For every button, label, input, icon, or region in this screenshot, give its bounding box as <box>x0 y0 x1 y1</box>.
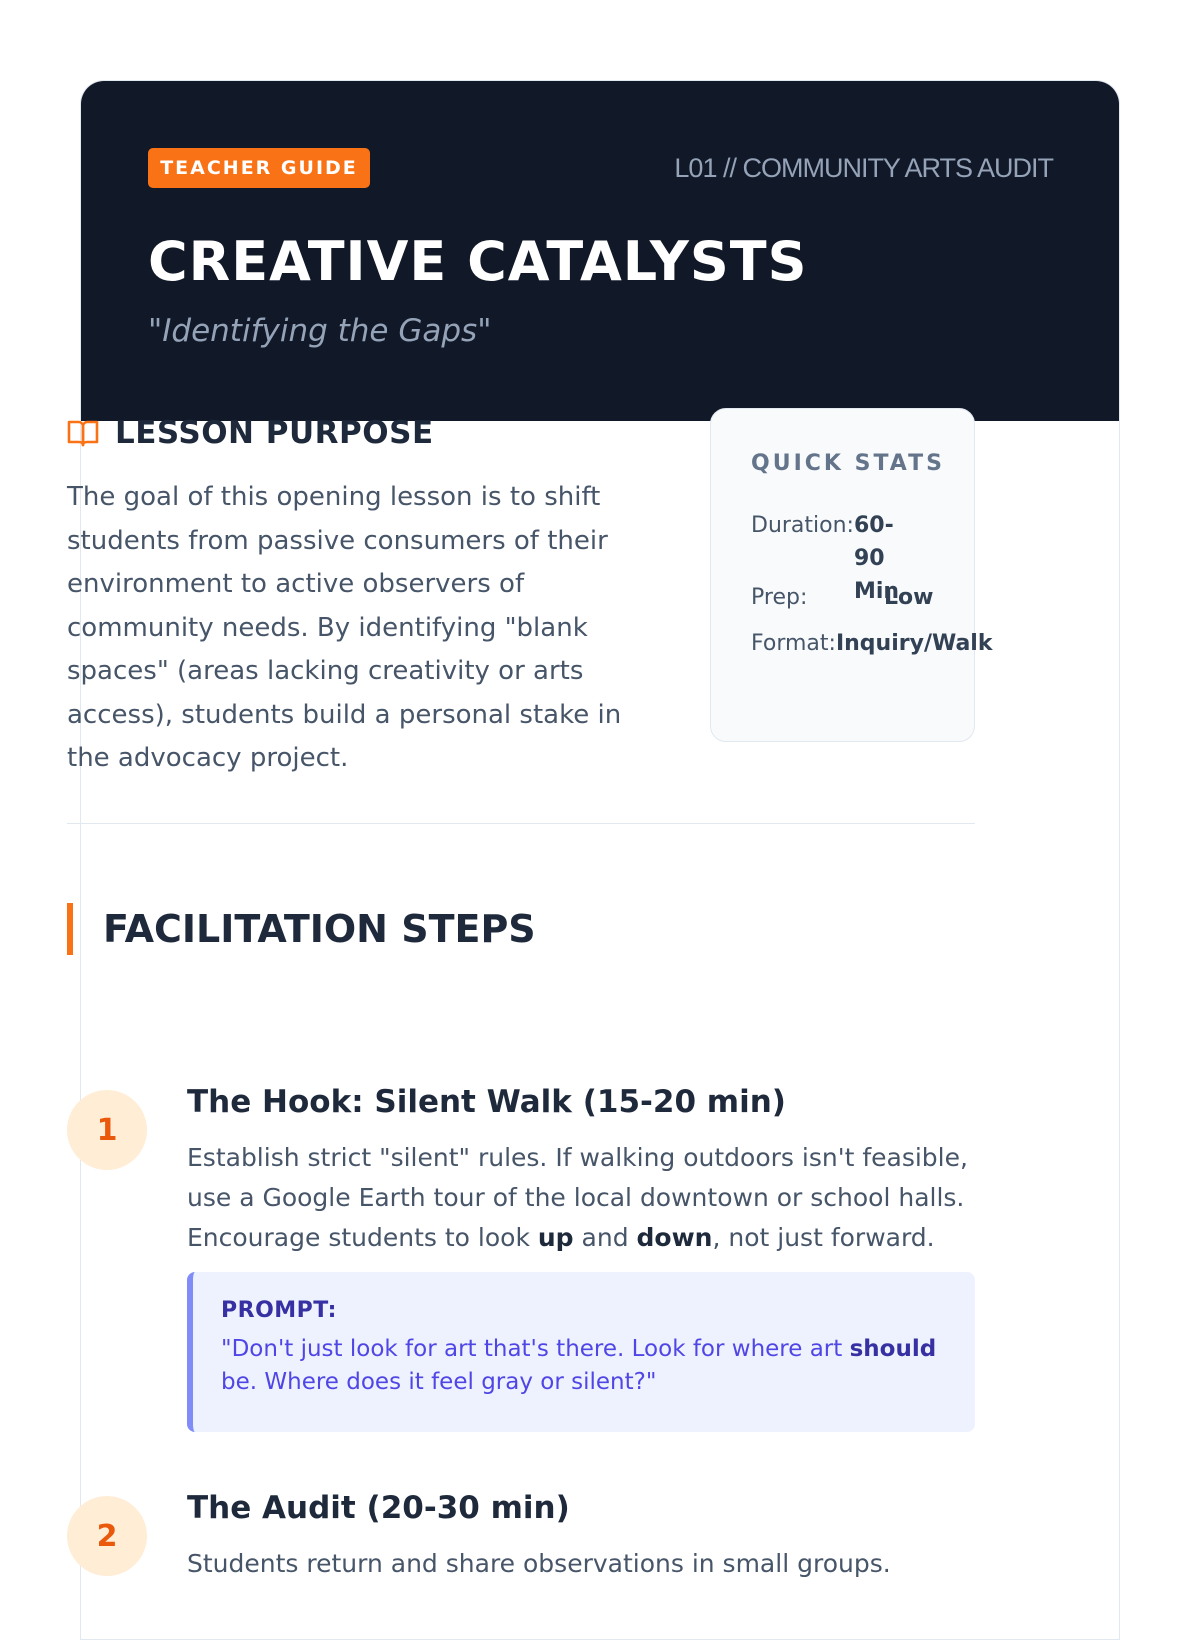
teacher-guide-badge: TEACHER GUIDE <box>148 148 370 188</box>
stat-format-value: Inquiry/Walk <box>835 631 993 656</box>
step-title: The Audit (20-30 min) <box>187 1490 570 1526</box>
facilitation-steps-header <box>67 903 536 955</box>
prompt-callout <box>187 1272 975 1432</box>
facilitation-steps-heading: FACILITATION STEPS <box>103 907 536 951</box>
prompt-text: "Don't just look for art that's there. Look for where art should be. Where does it feel gray or silent?" <box>221 1336 937 1395</box>
hero-header <box>81 81 1119 421</box>
book-open-icon <box>67 418 99 448</box>
stat-duration-value: 60-90 Min <box>853 513 900 604</box>
lesson-purpose-header <box>67 410 667 456</box>
step-number-badge: 1 <box>67 1090 147 1170</box>
stat-prep-value: Low <box>884 585 934 610</box>
step-body <box>187 1486 975 1584</box>
page-title: CREATIVE CATALYSTS <box>148 230 808 293</box>
lesson-purpose-heading: LESSON PURPOSE <box>115 415 434 451</box>
lesson-purpose-text: The goal of this opening lesson is to shift students from passive consumers of their environment to active observers of community needs. By identifying "blank spaces" (areas lacking creativity or arts access), students build a personal stake in the advocacy project. <box>67 482 622 773</box>
quick-stats-panel <box>710 408 993 742</box>
accent-bar <box>67 903 73 955</box>
prompt-label: PROMPT: <box>221 1298 337 1323</box>
stat-format-label: Format: <box>751 631 836 656</box>
stat-prep <box>751 585 933 610</box>
step-number-badge: 2 <box>67 1496 147 1576</box>
step-description: Establish strict "silent" rules. If walking outdoors isn't feasible, use a Google Earth tour of the local downtown or school halls. Encourage students to look up and down, not just forward. <box>187 1143 968 1252</box>
stat-format <box>751 631 992 656</box>
step-title: The Hook: Silent Walk (15-20 min) <box>187 1084 786 1120</box>
quick-stats-heading: QUICK STATS <box>751 451 945 476</box>
lesson-reference: L01 // COMMUNITY ARTS AUDIT <box>674 153 1053 183</box>
section-divider <box>67 823 975 824</box>
lesson-purpose-section <box>67 410 667 781</box>
stat-duration-label: Duration: <box>751 513 854 538</box>
stat-prep-label: Prep: <box>751 585 808 610</box>
page-subtitle: "Identifying the Gaps" <box>148 313 492 349</box>
step-description: Students return and share observations in small groups. <box>187 1549 891 1578</box>
step-body <box>187 1080 975 1432</box>
